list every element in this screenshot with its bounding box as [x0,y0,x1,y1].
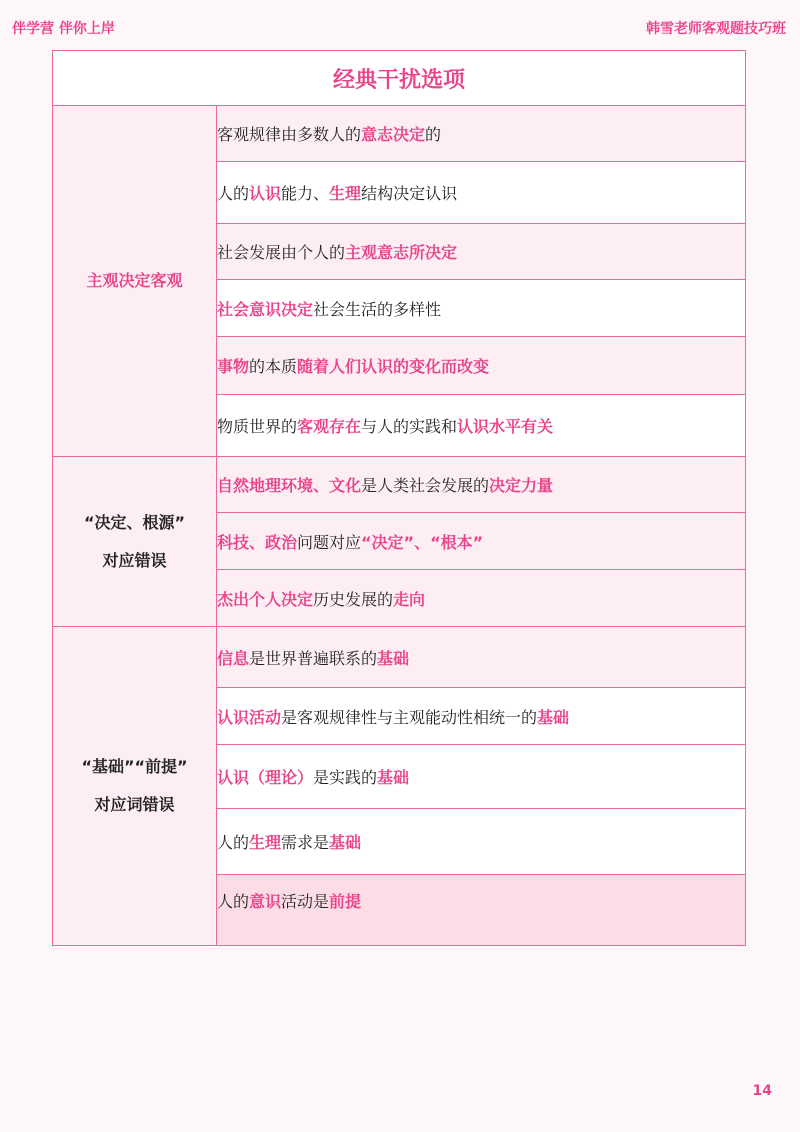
highlighted-text: 走向 [393,589,426,609]
highlighted-text: “决定”、“根本” [361,532,484,552]
item-text: 需求是 [281,833,330,852]
item-text: 社会生活的多样性 [313,299,442,319]
category-label: “决定、根源” [83,512,186,532]
item-text: 社会发展由个人的 [217,243,346,262]
table-title: 经典干扰选项 [53,51,746,106]
item-row [217,688,746,745]
highlighted-text: 随着人们认识的变化而改变 [297,357,490,376]
item-row [217,513,746,570]
item-text: 是客观规律性与主观能动性相统一的 [281,707,538,727]
item-text: 是人类社会发展的 [361,476,490,495]
item-row [217,457,746,513]
highlighted-text: 客观存在 [297,417,362,436]
page-number: 14 [752,1083,772,1099]
category-cell [53,627,217,946]
highlighted-text: 事物 [217,357,250,376]
item-text: 活动是 [281,892,330,911]
highlighted-text: 基础 [329,833,362,852]
category-cell [53,106,217,457]
item-text: 问题对应 [297,532,362,552]
item-text: 能力、 [281,184,330,203]
item-text: 是实践的 [313,768,378,787]
highlighted-text: 认识活动 [217,707,282,727]
highlighted-text: 生理 [249,833,282,852]
item-row [217,875,746,946]
highlighted-text: 认识（理论） [217,768,314,787]
highlighted-text: 意识 [249,892,282,911]
distractor-table [52,50,746,946]
header-course-title: 韩雪老师客观题技巧班 [646,21,786,37]
highlighted-text: 基础 [377,648,410,668]
item-text: 历史发展的 [313,589,394,609]
category-cell [53,457,217,627]
category-label-line2: 对应错误 [102,550,167,570]
highlighted-text: 前提 [329,892,362,911]
item-text: 物质世界的 [217,417,298,436]
item-row [217,337,746,395]
item-row [217,745,746,809]
item-row [217,162,746,224]
category-label-line2: 对应词错误 [94,795,175,814]
highlighted-text: 基础 [377,768,410,787]
highlighted-text: 信息 [217,648,250,668]
item-text: 的本质 [249,357,298,376]
highlighted-text: 决定力量 [489,476,554,495]
category-label: “基础”“前提” [81,757,188,776]
item-text: 的 [425,125,442,144]
highlighted-text: 认识 [249,184,282,203]
highlighted-text: 自然地理环境、文化 [217,476,362,495]
item-text: 人的 [217,184,250,203]
highlighted-text: 主观意志所决定 [345,243,458,262]
item-row [217,395,746,457]
highlighted-text: 杰出个人决定 [217,589,314,609]
item-text: 客观规律由多数人的 [217,125,362,144]
item-row [217,224,746,280]
category-label: 主观决定客观 [86,271,183,290]
highlighted-text: 认识水平有关 [457,417,554,436]
item-row [217,809,746,875]
highlighted-text: 意志决定 [361,125,426,144]
item-text: 人的 [217,892,250,911]
item-text: 结构决定认识 [361,184,458,203]
highlighted-text: 社会意识决定 [217,299,314,319]
item-row [217,280,746,337]
item-row [217,570,746,627]
item-text: 是世界普遍联系的 [249,648,378,668]
item-row [217,627,746,688]
header-brand: 伴学营 伴你上岸 [12,21,115,37]
highlighted-text: 科技、政治 [217,532,298,552]
highlighted-text: 基础 [537,707,570,727]
item-text: 人的 [217,833,250,852]
highlighted-text: 生理 [329,184,362,203]
item-row [217,106,746,162]
item-text: 与人的实践和 [361,417,458,436]
